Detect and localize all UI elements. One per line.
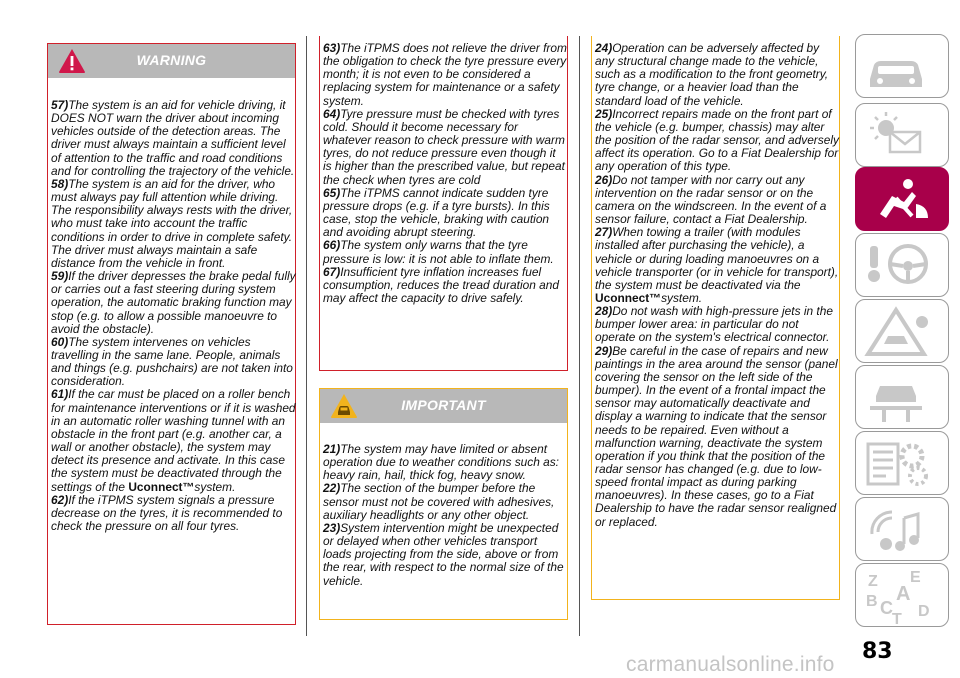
tab-technical-data[interactable]	[855, 431, 949, 495]
warning-title: WARNING	[136, 52, 207, 68]
important-item: 29)Be careful in the case of repairs and new paintings in the area around the sensor (panel covering the sensor on the left side of the bumper). In the event of a frontal impact the sensor may automatically deactivate and display a warning to indicate that the sensor needs to be repaired. Even without a malfunction warning, deactivate the system operation if you think that the position of the radar sensor has changed (e.g. due to low-speed frontal impact as during parking manoeuvres). In these cases, go to a Fiat Dealership to have the radar sensor realigned or replaced.	[595, 343, 838, 529]
column-divider	[579, 36, 580, 636]
index-letter: B	[866, 593, 878, 610]
tab-maintenance[interactable]	[855, 365, 949, 429]
page-number: 83	[862, 639, 893, 664]
tab-multimedia[interactable]	[855, 497, 949, 561]
warning-item: 59)If the driver depresses the brake pedal fully or carries out a fast steering during system operation, the automatic braking function may stop (e.g. to allow a possible manoeuvre to avoid the obstacle).	[51, 269, 296, 336]
warning-item: 66)The system only warns that the tyre pressure is low: it is not able to inflate them.	[323, 238, 554, 266]
warning-text-col2	[323, 42, 567, 305]
watermark-text: carmanualsonline.info	[626, 653, 835, 676]
important-title: IMPORTANT	[401, 397, 486, 413]
warning-lights-icon	[856, 104, 950, 168]
index-letters-icon	[856, 564, 950, 628]
car-dashboard-icon	[856, 35, 950, 99]
index-letter: C	[880, 598, 893, 618]
tab-emergency[interactable]	[855, 299, 949, 363]
tab-safety[interactable]	[855, 167, 949, 231]
warning-item: 67)Insufficient tyre inflation increases fuel consumption, reduces the tread duration and may affect the capacity to drive safely.	[323, 264, 559, 305]
important-text-col2	[323, 443, 567, 588]
tab-dashboard[interactable]	[855, 34, 949, 98]
warning-item: 65)The iTPMS cannot indicate sudden tyre pressure drops (e.g. if a tyre bursts). In this case, stop the vehicle, braking with caution and avoiding abrupt steering.	[323, 185, 550, 240]
warning-item: 61)If the car must be placed on a roller bench for maintenance interventions or if it is washed in an automatic roller washing tunnel with an obstacle in the front part (e.g. another car, a wall or another obstacle), the system may detect its presence and activate. In this case the system must be deactivated through the settings of the Uconnect™system.	[51, 387, 296, 494]
index-letter: E	[910, 569, 921, 586]
steering-wheel-key-icon	[856, 234, 950, 298]
airbag-safety-icon	[856, 168, 950, 232]
tab-index[interactable]	[855, 563, 949, 627]
breakdown-triangle-icon	[856, 300, 950, 364]
warning-text-col1	[51, 99, 296, 533]
warning-header	[48, 44, 295, 78]
important-item: 21)The system may have limited or absent operation due to weather conditions such as: heavy rain, hail, thick fog, heavy snow.	[323, 442, 559, 483]
column-divider	[306, 36, 307, 636]
index-letter: A	[896, 583, 911, 605]
warning-item: 58)The system is an aid for the driver, who must always pay full attention while driving. The responsibility always rests with the driver, who must take into account the traffic conditions in order to drive in complete safety. The driver must always maintain a safe distance from the vehicle in front.	[51, 176, 293, 270]
multimedia-icon	[856, 498, 950, 562]
important-header	[320, 389, 567, 423]
warning-item: 64)Tyre pressure must be checked with tyres cold. Should it become necessary for whatever reason to check pressure with warm tyres, do not reduce pressure even though it is higher than the prescribed value, but repeat the check when tyres are cold	[323, 106, 565, 187]
warning-item: 57)The system is an aid for vehicle driving, it DOES NOT warn the driver about incoming vehicles outside of the detection areas. The driver must always maintain a sufficient level of attention to the traffic and road conditions and for controlling the trajectory of the vehicle.	[51, 98, 295, 178]
important-item: 27)When towing a trailer (with modules installed after purchasing the vehicle), a vehicle or during loading manoeuvres on a vehicle transporter (or in vehicle for transport), the system must be deactivated via the Uconnect™system.	[595, 225, 839, 305]
important-item: 28)Do not wash with high-pressure jets in the bumper lower area: in particular do not operate on the system's electrical connector.	[595, 304, 833, 345]
important-item: 22)The section of the bumper before the sensor must not be covered with adhesives, auxiliary headlights or any other object.	[323, 481, 555, 522]
index-letter: D	[918, 603, 930, 620]
important-text-col3	[595, 42, 839, 529]
important-item: 25)Incorrect repairs made on the front part of the vehicle (e.g. bumper, chassis) may alter the position of the radar sensor, and adversely affect its operation. Go to a Fiat Dealership for any operation of this type.	[595, 106, 839, 174]
important-item: 23)System intervention might be unexpected or delayed when other vehicles transport loads projecting from the side, above or from the rear, with respect to the normal size of the vehicle.	[323, 520, 564, 588]
important-item: 26)Do not tamper with nor carry out any intervention on the radar sensor or on the camera on the windscreen. In the event of a sensor failure, contact a Fiat Dealership.	[595, 172, 827, 227]
index-letter: Z	[868, 573, 878, 590]
warning-item: 62)If the iTPMS system signals a pressure decrease on the tyres, it is recommended to check the pressure on all four tyres.	[51, 492, 283, 533]
technical-data-gear-icon	[856, 432, 950, 496]
warning-item: 60)The system intervenes on vehicles travelling in the same lane. People, animals and things (e.g. pushchairs) are not taken into consideration.	[51, 334, 293, 389]
tab-starting-driving[interactable]	[855, 233, 949, 297]
car-lift-maintenance-icon	[856, 366, 950, 430]
index-letter: T	[892, 611, 902, 628]
important-item: 24)Operation can be adversely affected by any structural change made to the vehicle, such as a modification to the front geometry, tyre change, or a heavier load than the standard load of the vehicle.	[595, 41, 829, 108]
warning-item: 63)The iTPMS does not relieve the driver from the obligation to check the tyre pressure every month; it is not even to be considered a replacing system for maintenance or a safety system.	[323, 41, 567, 108]
tab-warning-lights[interactable]	[855, 103, 949, 167]
